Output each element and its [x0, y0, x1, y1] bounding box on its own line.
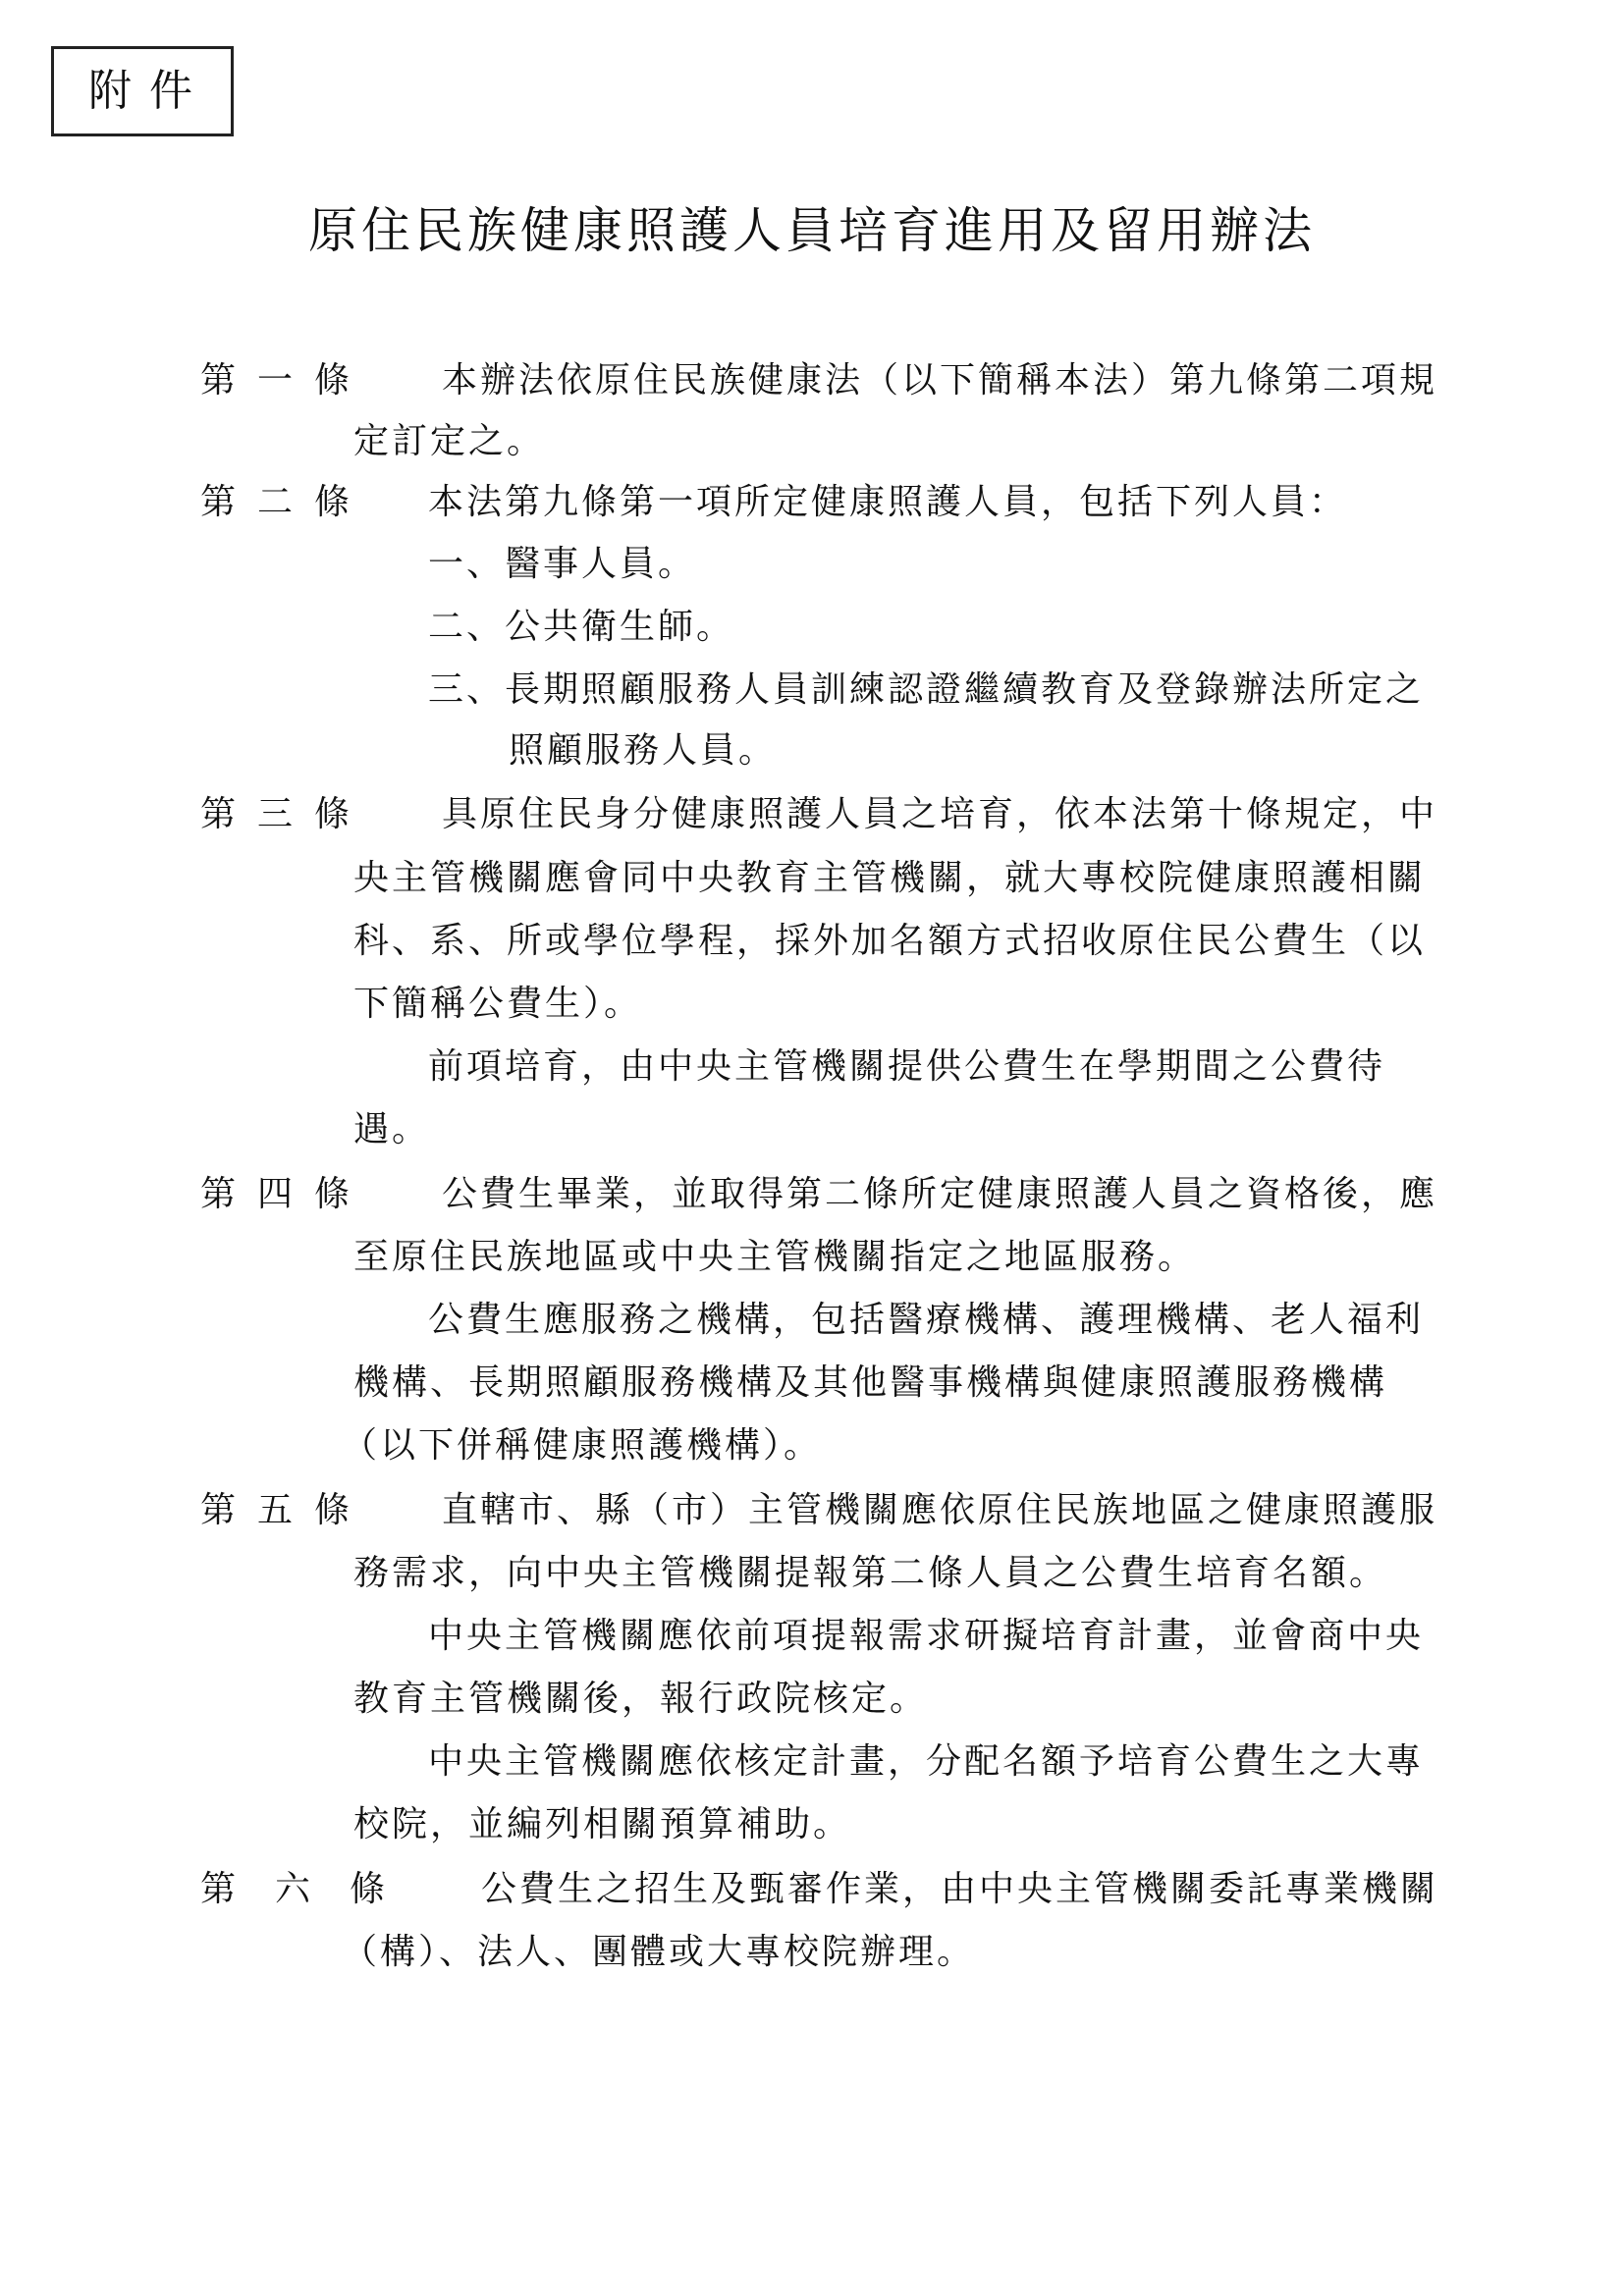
- article-5-line-5: 中央主管機關應依核定計畫，分配名額予培育公費生之大專: [428, 1741, 1425, 1782]
- article-3-line-4: 下簡稱公費生）。: [353, 984, 643, 1024]
- article-3-line-2: 央主管機關應會同中央教育主管機關，就大專校院健康照護相關: [353, 858, 1427, 898]
- article-2-item-1: 一、醫事人員。: [428, 544, 697, 584]
- article-1-line-1: 本辦法依原住民族健康法（以下簡稱本法）第九條第二項規: [442, 360, 1438, 400]
- article-6-label: 第六條: [200, 1869, 425, 1909]
- article-4-line-5: （以下併稱健康照護機構）。: [342, 1425, 823, 1466]
- article-3-line-5: 前項培育，由中央主管機關提供公費生在學期間之公費待: [428, 1046, 1386, 1087]
- article-2-item-3-cont: 照顧服務人員。: [509, 730, 778, 771]
- article-6-line-2: （構）、法人、團體或大專校院辦理。: [342, 1932, 976, 1972]
- article-3-line-3: 科、系、所或學位學程，採外加名額方式招收原住民公費生（以: [353, 921, 1427, 961]
- article-3-label: 第三條: [200, 794, 372, 834]
- article-5-line-3: 中央主管機關應依前項提報需求研擬培育計畫，並會商中央: [428, 1616, 1425, 1656]
- article-5-line-4: 教育主管機關後，報行政院核定。: [353, 1679, 929, 1719]
- article-3-line-1: 具原住民身分健康照護人員之培育，依本法第十條規定，中: [442, 794, 1438, 834]
- article-2-line-1: 本法第九條第一項所定健康照護人員，包括下列人員：: [428, 482, 1348, 522]
- article-5-line-6: 校院，並編列相關預算補助。: [353, 1804, 852, 1844]
- article-2-item-3: 三、長期照顧服務人員訓練認證繼續教育及登錄辦法所定之: [428, 669, 1425, 710]
- article-5-line-2: 務需求，向中央主管機關提報第二條人員之公費生培育名額。: [353, 1553, 1388, 1593]
- article-4-line-2: 至原住民族地區或中央主管機關指定之地區服務。: [353, 1237, 1197, 1277]
- article-5-label: 第五條: [200, 1490, 372, 1530]
- article-4-line-1: 公費生畢業，並取得第二條所定健康照護人員之資格後，應: [442, 1174, 1438, 1214]
- article-5-line-1: 直轄市、縣（市）主管機關應依原住民族地區之健康照護服: [442, 1490, 1438, 1530]
- article-2-item-2: 二、公共衛生師。: [428, 607, 735, 647]
- article-4-line-4: 機構、長期照顧服務機構及其他醫事機構與健康照護服務機構: [353, 1362, 1388, 1403]
- article-1-line-2: 定訂定之。: [353, 421, 546, 461]
- article-1-label: 第一條: [200, 360, 372, 400]
- document-title: 原住民族健康照護人員培育進用及留用辦法: [308, 202, 1316, 259]
- article-2-label: 第二條: [200, 482, 372, 522]
- attachment-label-box: [51, 46, 234, 136]
- article-3-line-6: 遇。: [353, 1109, 431, 1149]
- article-4-label: 第四條: [200, 1174, 372, 1214]
- article-6-line-1: 公費生之招生及甄審作業，由中央主管機關委託專業機關: [481, 1869, 1439, 1909]
- attachment-label: 附件: [88, 66, 210, 116]
- article-4-line-3: 公費生應服務之機構，包括醫療機構、護理機構、老人福利: [428, 1300, 1425, 1340]
